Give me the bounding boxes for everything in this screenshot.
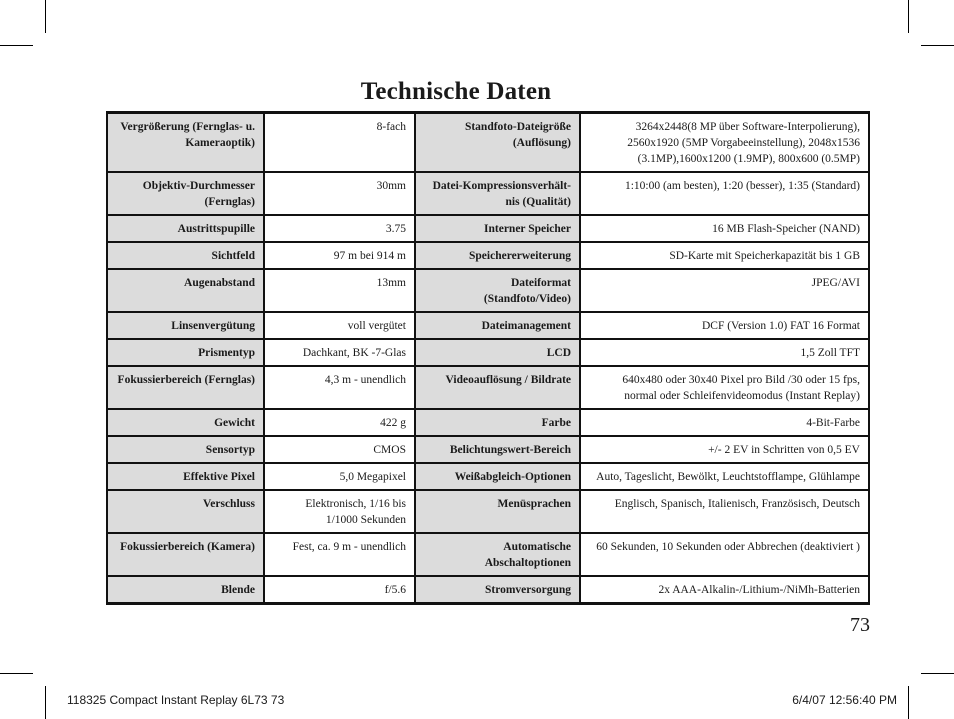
crop-mark <box>921 673 954 674</box>
spec-label: Speichererweiterung <box>415 242 580 269</box>
crop-mark <box>45 686 46 719</box>
crop-mark <box>921 45 954 46</box>
crop-mark <box>0 673 33 674</box>
spec-row <box>107 339 869 366</box>
spec-value: 8-fach <box>264 113 415 173</box>
spec-label: Effektive Pixel <box>107 463 264 490</box>
spec-value: 3.75 <box>264 215 415 242</box>
spec-value: f/5.6 <box>264 576 415 604</box>
spec-value: CMOS <box>264 436 415 463</box>
spec-value: 640x480 oder 30x40 Pixel pro Bild /30 oder 15 fps, normal oder Schleifenvideomodus (Instant Replay) <box>580 366 869 409</box>
spec-value: 30mm <box>264 172 415 215</box>
spec-value: SD-Karte mit Speicherkapazität bis 1 GB <box>580 242 869 269</box>
spec-label: Videoauflösung / Bildrate <box>415 366 580 409</box>
page-title: Technische Daten <box>360 78 552 105</box>
crop-mark <box>908 0 909 33</box>
spec-value: Englisch, Spanisch, Italienisch, Französisch, Deutsch <box>580 490 869 533</box>
spec-label: Stromversorgung <box>415 576 580 604</box>
spec-row <box>107 269 869 312</box>
spec-label: Weißabgleich-Optionen <box>415 463 580 490</box>
spec-value: Fest, ca. 9 m - unendlich <box>264 533 415 576</box>
spec-value: +/- 2 EV in Schritten von 0,5 EV <box>580 436 869 463</box>
spec-row <box>107 436 869 463</box>
spec-row <box>107 490 869 533</box>
spec-value: 1:10:00 (am besten), 1:20 (besser), 1:35 (Standard) <box>580 172 869 215</box>
spec-label: Prismentyp <box>107 339 264 366</box>
spec-value: 1,5 Zoll TFT <box>580 339 869 366</box>
spec-label: Dateiformat (Standfoto/Video) <box>415 269 580 312</box>
spec-label: Fokussierbereich (Kamera) <box>107 533 264 576</box>
spec-label: Objektiv-Durchmesser (Fernglas) <box>107 172 264 215</box>
spec-value: Auto, Tageslicht, Bewölkt, Leuchtstofflampe, Glühlampe <box>580 463 869 490</box>
spec-label: LCD <box>415 339 580 366</box>
spec-label: Farbe <box>415 409 580 436</box>
crop-mark <box>908 686 909 719</box>
spec-value: DCF (Version 1.0) FAT 16 Format <box>580 312 869 339</box>
spec-label: Augenabstand <box>107 269 264 312</box>
spec-row <box>107 576 869 604</box>
spec-value: 16 MB Flash-Speicher (NAND) <box>580 215 869 242</box>
spec-label: Menüsprachen <box>415 490 580 533</box>
spec-label: Sensortyp <box>107 436 264 463</box>
spec-label: Standfoto-Dateigröße (Auflösung) <box>415 113 580 173</box>
spec-value: 5,0 Megapixel <box>264 463 415 490</box>
spec-value: 4,3 m - unendlich <box>264 366 415 409</box>
spec-label: Verschluss <box>107 490 264 533</box>
footer-right: 6/4/07 12:56:40 PM <box>792 693 897 707</box>
spec-label: Fokussierbereich (Fernglas) <box>107 366 264 409</box>
spec-row <box>107 172 869 215</box>
spec-row <box>107 113 869 173</box>
spec-label: Dateimanagement <box>415 312 580 339</box>
spec-value: 13mm <box>264 269 415 312</box>
spec-label: Sichtfeld <box>107 242 264 269</box>
spec-row <box>107 463 869 490</box>
crop-mark <box>45 0 46 33</box>
spec-value: 3264x2448(8 MP über Software-Interpolierung), 2560x1920 (5MP Vorgabeeinstellung), 2048x1536 (3.1MP),1600x1200 (1.9MP), 800x600 (0.5MP) <box>580 113 869 173</box>
spec-row <box>107 312 869 339</box>
spec-label: Blende <box>107 576 264 604</box>
spec-label: Datei-Kompressionsverhält-nis (Qualität) <box>415 172 580 215</box>
spec-label: Interner Speicher <box>415 215 580 242</box>
spec-row <box>107 409 869 436</box>
spec-row <box>107 215 869 242</box>
spec-label: Gewicht <box>107 409 264 436</box>
spec-value: Elektronisch, 1/16 bis 1/1000 Sekunden <box>264 490 415 533</box>
spec-row <box>107 366 869 409</box>
spec-value: 4-Bit-Farbe <box>580 409 869 436</box>
spec-table <box>106 111 870 605</box>
spec-label: Linsenvergütung <box>107 312 264 339</box>
page-number: 73 <box>850 614 870 636</box>
footer-left: 118325 Compact Instant Replay 6L73 73 <box>67 693 285 707</box>
spec-label: Vergrößerung (Fernglas- u. Kameraoptik) <box>107 113 264 173</box>
spec-label: Belichtungswert-Bereich <box>415 436 580 463</box>
spec-row <box>107 533 869 576</box>
spec-value: voll vergütet <box>264 312 415 339</box>
spec-value: JPEG/AVI <box>580 269 869 312</box>
spec-value: 60 Sekunden, 10 Sekunden oder Abbrechen (deaktiviert ) <box>580 533 869 576</box>
crop-mark <box>0 45 33 46</box>
spec-value: 2x AAA-Alkalin-/Lithium-/NiMh-Batterien <box>580 576 869 604</box>
spec-label: Automatische Abschaltoptionen <box>415 533 580 576</box>
spec-value: 422 g <box>264 409 415 436</box>
spec-label: Austrittspupille <box>107 215 264 242</box>
spec-value: 97 m bei 914 m <box>264 242 415 269</box>
spec-value: Dachkant, BK -7-Glas <box>264 339 415 366</box>
spec-row <box>107 242 869 269</box>
